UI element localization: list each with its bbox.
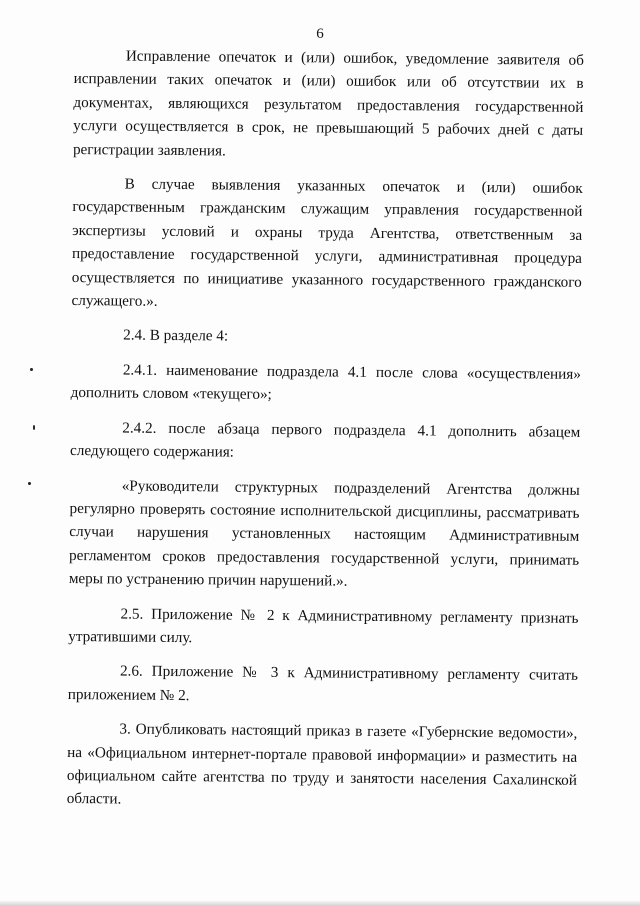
paragraph-quoted-insert: «Руководители структурных подразделений Агентства должны регулярно проверять состояние исполнительской дисциплины, рассматривать случаи нарушения установленных настоящим Административным регламентом сроков предоставления государственной услуги, принимать меры по устранению причин нарушений.». — [68, 476, 580, 590]
scan-speck — [30, 368, 33, 371]
paragraph-correction-errors: Исправление опечаток и (или) ошибок, уведомление заявителя об исправлении таких опечаток и (или) ошибок или об отсутствии их в документах, являющихся результатом предоставления государственной услуги осуществляется в срок, не превышающий 5 рабочих дней с даты регистрации заявления. — [72, 47, 584, 160]
paragraph-2-5: 2.5. Приложение № 2 к Административному регламенту признать утратившими силу. — [68, 605, 579, 647]
scan-speck — [28, 482, 31, 485]
page-number: 6 — [316, 26, 324, 42]
paragraph-error-detection: В случае выявления указанных опечаток и (или) ошибок государственным гражданским служащим управления государственной экспертизы условий и охраны труда Агентства, ответственным за предоставление государственной услуги, административная процедура осуществляется по инициативе указанного государственного гражданского служащего.». — [71, 175, 583, 310]
document-body — [67, 44, 584, 827]
scan-bottom-edge — [0, 901, 640, 905]
paragraph-2-6: 2.6. Приложение № 3 к Административному регламенту считать приложением № 2. — [67, 662, 579, 704]
paragraph-3-publish: 3. Опубликовать настоящий приказ в газете «Губернские ведомости», на «Официальном интернет-портале правовой информации» и разместить на официальном сайте агентства по труду и занятости населения Сахалинской области. — [66, 720, 578, 808]
paragraph-2-4-1: 2.4.1. наименование подраздела 4.1 после слова «осуществления» дополнить словом «текущего»; — [70, 361, 581, 404]
scan-speck — [33, 425, 35, 430]
paragraph-2-4: 2.4. В разделе 4: — [123, 326, 229, 345]
paragraph-2-4-2: 2.4.2. после абзаца первого подраздела 4.1 дополнить абзацем следующего содержания: — [70, 419, 581, 461]
